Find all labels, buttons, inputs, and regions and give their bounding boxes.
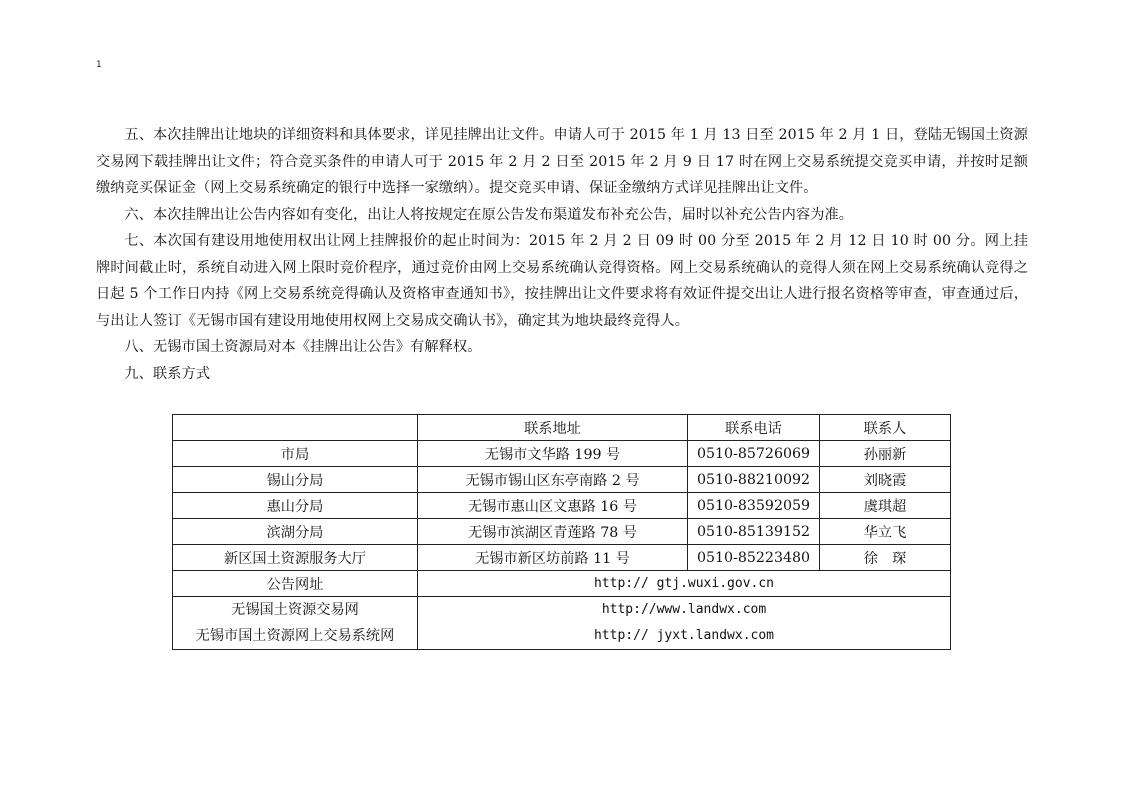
- table-row: [173, 519, 951, 545]
- announce-url-link[interactable]: http:// gtj.wuxi.gov.cn: [418, 571, 951, 597]
- paragraph-9-heading: 九、联系方式: [124, 365, 211, 382]
- phone-cell: 0510-85726069: [688, 441, 820, 467]
- address-cell: 无锡市新区坊前路 11 号: [418, 545, 688, 571]
- header-phone: 联系电话: [688, 415, 820, 441]
- websites-row: [173, 597, 951, 650]
- header-blank: [173, 415, 418, 441]
- table-row: [173, 545, 951, 571]
- contact-cell: 华立飞: [820, 519, 951, 545]
- paragraph-8: 八、无锡市国土资源局对本《挂牌出让公告》有解释权。: [124, 339, 482, 355]
- address-cell: 无锡市锡山区东亭南路 2 号: [418, 467, 688, 493]
- org-cell: 锡山分局: [173, 467, 418, 493]
- phone-cell: 0510-88210092: [688, 467, 820, 493]
- org-cell: 滨湖分局: [173, 519, 418, 545]
- phone-cell: 0510-85223480: [688, 545, 820, 571]
- websites-url-cell: [418, 597, 951, 650]
- table-row: [173, 493, 951, 519]
- phone-cell: 0510-85139152: [688, 519, 820, 545]
- site1-label: 无锡国土资源交易网: [231, 602, 359, 618]
- announce-label: 公告网址: [173, 571, 418, 597]
- contact-cell: 虞琪超: [820, 493, 951, 519]
- header-contact: 联系人: [820, 415, 951, 441]
- paragraph-7: 七、本次国有建设用地使用权出让网上挂牌报价的起止时间为：2015 年 2 月 2 日 09 时 00 分至 2015 年 2 月 12 日 10 时 00 分。网上挂牌时间截止时，系统自动进入网上限时竞价程序，通过竞价由网上交易系统确认竞得资格。网上交易系统确认的竞得人须在网上交易系统确认竞得之日起 5 个工作日内持《网上交易系统竞得确认及资格审查通知书》，按挂牌出让文件要求将有效证件提交出让人进行报名资格等审查，审查通过后，与出让人签订《无锡市国有建设用地使用权网上交易成交确认书》，确定其为地块最终竞得人。: [96, 233, 1028, 329]
- org-cell: 新区国土资源服务大厅: [173, 545, 418, 571]
- table-row: [173, 467, 951, 493]
- org-cell: 市局: [173, 441, 418, 467]
- address-cell: 无锡市滨湖区青莲路 78 号: [418, 519, 688, 545]
- websites-label-cell: [173, 597, 418, 650]
- phone-cell: 0510-83592059: [688, 493, 820, 519]
- contact-table: [172, 414, 951, 650]
- org-cell: 惠山分局: [173, 493, 418, 519]
- paragraph-6: 六、本次挂牌出让公告内容如有变化，出让人将按规定在原公告发布渠道发布补充公告，届时以补充公告内容为准。: [124, 206, 854, 223]
- site2-url-link[interactable]: http:// jyxt.landwx.com: [593, 628, 774, 643]
- header-address: 联系地址: [418, 415, 688, 441]
- contact-cell: 刘晓霞: [820, 467, 951, 493]
- site1-url-link[interactable]: http://www.landwx.com: [601, 602, 767, 617]
- site2-label: 无锡市国土资源网上交易系统网: [195, 628, 395, 644]
- table-header-row: [173, 415, 951, 441]
- notice-body: [96, 122, 1028, 387]
- page-number: 1: [96, 60, 102, 70]
- table-row: [173, 441, 951, 467]
- paragraph-5: 五、本次挂牌出让地块的详细资料和具体要求，详见挂牌出让文件。申请人可于 2015 年 1 月 13 日至 2015 年 2 月 1 日，登陆无锡国土资源交易网下载挂牌出让文件；符合竞买条件的申请人可于 2015 年 2 月 2 日至 2015 年 2 月 9 日 17 时在网上交易系统提交竞买申请，并按时足额缴纳竞买保证金（网上交易系统确定的银行中选择一家缴纳）。提交竞买申请、保证金缴纳方式详见挂牌出让文件。: [96, 127, 1028, 196]
- address-cell: 无锡市文华路 199 号: [418, 441, 688, 467]
- address-cell: 无锡市惠山区文惠路 16 号: [418, 493, 688, 519]
- contact-cell: 徐 琛: [820, 545, 951, 571]
- contact-cell: 孙丽新: [820, 441, 951, 467]
- announce-row: [173, 571, 951, 597]
